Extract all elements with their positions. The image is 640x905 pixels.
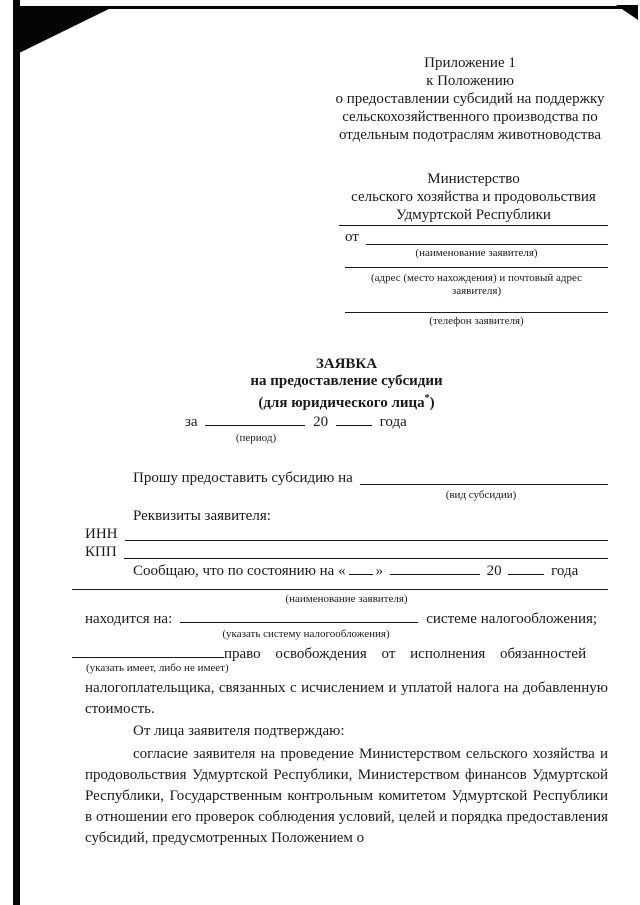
period-blank — [205, 413, 305, 426]
statement-year: 20 — [486, 563, 502, 579]
title-entity-suffix: ) — [429, 395, 435, 411]
appendix-line: Приложение 1 — [424, 55, 516, 71]
period-caption: (период) — [235, 432, 277, 444]
period-year-blank — [336, 413, 372, 426]
vat-paragraph: налогоплательщика, связанных с исчислением и уплатой налога на добавленную стоимость. — [85, 680, 608, 717]
tax-system-row — [85, 610, 608, 628]
statement-prefix: Сообщаю, что по состоянию на « — [133, 563, 346, 579]
footnote-asterisk: * — [424, 393, 430, 404]
applicant-address-caption-line1: (адрес (место нахождения) и почтовый адрес — [370, 272, 583, 284]
statement-year-blank — [508, 562, 544, 575]
inn-blank — [125, 526, 609, 541]
request-prefix: Прошу предоставить субсидию на — [133, 470, 353, 486]
statement-quote-close: » — [375, 563, 384, 579]
exemption-caption: (указать имеет, либо не имеет) — [86, 662, 229, 674]
statement-month-blank — [390, 562, 480, 575]
applicant-phone-blank — [345, 298, 608, 313]
period-year: 20 — [313, 414, 329, 430]
document-title-block — [85, 356, 608, 412]
appendix-line: к Положению — [426, 73, 514, 89]
applicant-fields-block — [345, 229, 608, 328]
confirm-label: От лица заявителя подтверждаю: — [133, 723, 345, 739]
applicant-phone-caption: (телефон заявителя) — [429, 315, 524, 327]
exemption-text: право освобождения от исполнения обязанностей — [224, 646, 587, 662]
request-row — [133, 470, 608, 487]
from-label: от — [345, 229, 359, 245]
subsidy-type-caption: (вид субсидии) — [445, 489, 517, 501]
appendix-line: сельскохозяйственного производства по — [342, 109, 598, 125]
kpp-blank — [124, 544, 608, 559]
tax-system-caption: (указать систему налогообложения) — [222, 628, 390, 640]
tax-suffix: системе налогообложения; — [426, 611, 598, 627]
ministry-line-underlined: Удмуртской Республики — [339, 206, 608, 226]
applicant-name-caption: (наименование заявителя) — [415, 247, 538, 259]
inn-row — [85, 526, 608, 543]
appendix-header — [332, 54, 608, 144]
period-prefix: за — [185, 414, 198, 430]
title-subheading: на предоставление субсидии — [250, 373, 443, 389]
statement-day-blank — [349, 562, 373, 575]
exemption-row — [72, 645, 586, 663]
period-suffix: года — [379, 414, 407, 430]
period-row — [185, 413, 407, 431]
kpp-row — [85, 544, 608, 561]
statement-suffix: года — [551, 563, 579, 579]
subsidy-type-blank — [360, 470, 608, 485]
tax-prefix: находится на: — [85, 611, 173, 627]
ministry-line: сельского хозяйства и продовольствия — [351, 189, 596, 205]
title-entity-line — [85, 390, 608, 412]
kpp-label: КПП — [85, 544, 117, 560]
requisites-label: Реквизиты заявителя: — [133, 508, 271, 524]
scan-artifact-left-edge — [13, 0, 20, 905]
title-heading: ЗАЯВКА — [315, 356, 378, 372]
from-row — [345, 229, 608, 247]
tax-system-blank — [180, 610, 418, 623]
applicant-name-blank — [366, 229, 608, 245]
scan-artifact-top-left-corner — [13, 6, 115, 56]
appendix-line: о предоставлении субсидий на поддержку — [335, 91, 605, 107]
exemption-blank — [72, 645, 224, 658]
applicant-address-blank — [345, 260, 608, 268]
addressee-ministry-block — [339, 170, 608, 226]
ministry-line: Министерство — [427, 171, 520, 187]
applicant-address-caption-line2: заявителя) — [451, 285, 502, 297]
title-entity-prefix: (для юридического лица — [258, 395, 425, 411]
statement-name-caption: (наименование заявителя) — [285, 593, 408, 605]
applicant-name-full-blank — [72, 578, 608, 590]
appendix-line: отдельным подотраслям животноводства — [338, 127, 602, 143]
consent-paragraph: согласие заявителя на проведение Министерством сельского хозяйства и продовольствия Удмуртской Республики, Министерством финансов Удмуртской Республики, Государственным контрольным комитетом Удмуртской Республики в отношении его проверок соблюдения условий, целей и порядка предоставления субсидий, предусмотренных Положением о — [85, 746, 608, 846]
inn-label: ИНН — [85, 526, 118, 542]
